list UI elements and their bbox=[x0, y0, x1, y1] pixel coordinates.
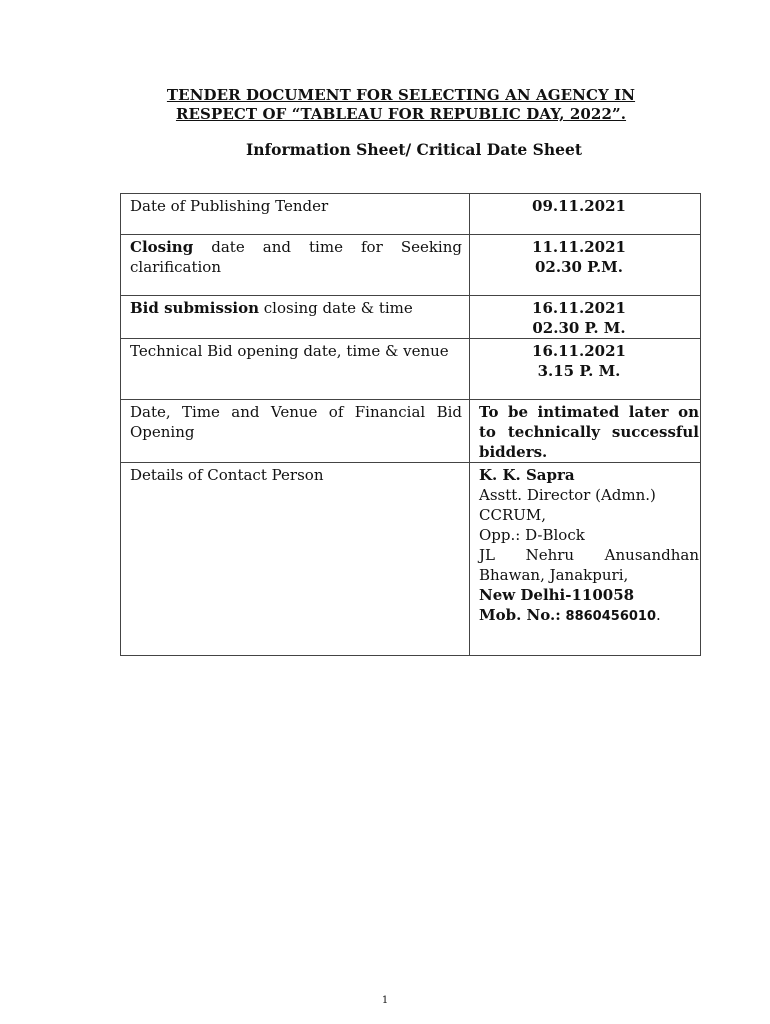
row-value bbox=[470, 235, 701, 296]
row-label-text: Date, Time and Venue of Financial Bid Opening bbox=[130, 403, 462, 441]
document-subtitle: Information Sheet/ Critical Date Sheet bbox=[245, 140, 583, 159]
row-label bbox=[121, 463, 470, 656]
table-row-bid-submission bbox=[121, 296, 701, 339]
row-label-text: date and time for Seeking clarification bbox=[130, 238, 462, 276]
row-label bbox=[121, 400, 470, 463]
document-title bbox=[110, 86, 692, 124]
row-label bbox=[121, 194, 470, 235]
table-row-technical-bid-opening bbox=[121, 339, 701, 400]
bid-submission-time-value: 02.30 P. M. bbox=[532, 319, 626, 337]
contact-address-line-1: Opp.: D-Block bbox=[479, 526, 585, 544]
row-label-bold: Bid submission bbox=[130, 299, 259, 317]
row-label-text: Technical Bid opening date, time & venue bbox=[130, 342, 449, 360]
table-row-contact-person bbox=[121, 463, 701, 656]
row-label-text: Date of Publishing Tender bbox=[130, 197, 329, 215]
technical-bid-time-value: 3.15 P. M. bbox=[537, 362, 621, 380]
contact-mobile-label: Mob. No.: bbox=[479, 606, 561, 624]
contact-details bbox=[470, 463, 701, 656]
row-value bbox=[470, 194, 701, 235]
bid-submission-date-value: 16.11.2021 bbox=[532, 299, 626, 317]
publishing-date-value: 09.11.2021 bbox=[532, 197, 626, 215]
table-row-financial-bid-opening bbox=[121, 400, 701, 463]
row-label-bold: Closing bbox=[130, 238, 194, 256]
contact-organization: CCRUM, bbox=[479, 506, 547, 524]
row-label-text: Details of Contact Person bbox=[130, 466, 324, 484]
contact-mobile-number: 8860456010 bbox=[565, 609, 657, 624]
technical-bid-date-value: 16.11.2021 bbox=[532, 342, 626, 360]
row-value bbox=[470, 339, 701, 400]
row-label-text: closing date & time bbox=[259, 299, 413, 317]
row-label bbox=[121, 339, 470, 400]
contact-name: K. K. Sapra bbox=[479, 466, 575, 484]
page-number: 1 bbox=[381, 995, 389, 1006]
clarification-time-value: 02.30 P.M. bbox=[534, 258, 624, 276]
contact-mobile-suffix: . bbox=[656, 606, 661, 624]
row-label bbox=[121, 235, 470, 296]
contact-designation: Asstt. Director (Admn.) bbox=[479, 486, 656, 504]
contact-address-line-2: JL Nehru Anusandhan Bhawan, Janakpuri, bbox=[479, 546, 699, 584]
row-label bbox=[121, 296, 470, 339]
table-row-clarification-closing bbox=[121, 235, 701, 296]
table-row-publishing-date bbox=[121, 194, 701, 235]
critical-date-table bbox=[120, 193, 701, 656]
row-value bbox=[470, 296, 701, 339]
contact-city: New Delhi-110058 bbox=[479, 586, 635, 604]
row-value bbox=[470, 400, 701, 463]
financial-bid-note: To be intimated later on to technically successful bidders. bbox=[479, 403, 699, 461]
document-title-line-2: RESPECT OF “TABLEAU FOR REPUBLIC DAY, 2022”. bbox=[175, 105, 627, 123]
contact-mobile bbox=[479, 605, 699, 627]
document-title-line-1: TENDER DOCUMENT FOR SELECTING AN AGENCY IN bbox=[166, 86, 636, 104]
clarification-date-value: 11.11.2021 bbox=[532, 238, 626, 256]
